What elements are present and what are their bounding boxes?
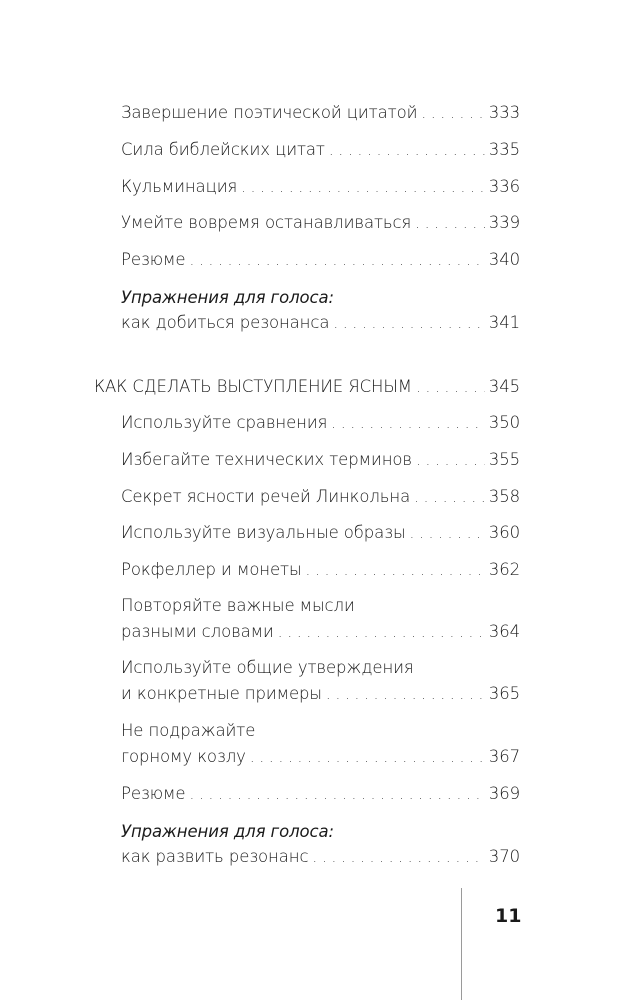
toc-entry-title: Секрет ясности речей Линкольна [121,487,411,506]
toc-entry-title: Резюме [121,784,186,803]
dot-leader [421,101,484,125]
toc-chapter-title: КАК СДЕЛАТЬ ВЫСТУПЛЕНИЕ ЯСНЫМ [94,377,412,396]
footer-divider [461,888,462,1000]
toc-entry-title-line1: Упражнения для голоса: [121,288,334,307]
dot-leader [331,411,485,435]
toc-entry [121,248,520,272]
toc-entry [121,594,520,644]
toc-entry-page: 333 [488,103,520,122]
toc-entry [121,558,520,582]
toc-entry-page: 355 [488,450,520,469]
toc-entry-title: Завершение поэтической цитатой [121,103,418,122]
toc-entry-title-line2: и конкретные примеры [121,684,322,703]
dot-leader [329,138,485,162]
toc-entry [121,448,520,472]
toc-entry-title: Кульминация [121,177,238,196]
toc-entry-title-line1: Повторяйте важные мысли [121,596,355,615]
dot-leader [306,558,485,582]
toc-entry-title: Используйте сравнения [121,413,328,432]
dot-leader [410,521,485,545]
dot-leader [414,485,485,509]
toc-entry-title: Избегайте технических терминов [121,450,412,469]
toc-entry-page: 365 [488,684,520,703]
toc-entry-title: Умейте вовремя останавливаться [121,213,412,232]
toc-entry-title: Рокфеллер и монеты [121,560,302,579]
toc-entry-page: 336 [488,177,520,196]
toc-entry-page: 369 [488,784,520,803]
toc-chapter-page: 345 [488,377,520,396]
toc-entry-title-line2: горному козлу [121,747,246,766]
dot-leader [333,311,484,335]
toc-entry-title: Сила библейских цитат [121,140,325,159]
dot-leader [189,782,484,806]
toc-entry-page: 339 [488,213,520,232]
toc-entry-page: 340 [488,250,520,269]
dot-leader [416,375,485,399]
toc-chapter [94,375,520,399]
toc-entry-title-line1: Используйте общие утверждения [121,658,414,677]
toc-entry-title-line2: как добиться резонанса [121,313,330,332]
dot-leader [312,845,484,869]
toc-entry-exercise [121,286,520,335]
toc-entry-page: 341 [488,313,520,332]
toc-entry [121,101,520,125]
toc-entry [121,782,520,806]
toc-entry-page: 370 [488,847,520,866]
page-number: 11 [495,905,522,927]
toc-entry-title-line1: Упражнения для голоса: [121,822,334,841]
dot-leader [250,745,485,769]
toc-entry [121,719,520,769]
toc-entry-title-line2: разными словами [121,622,274,641]
toc-entry-page: 362 [488,560,520,579]
toc-entry [121,485,520,509]
dot-leader [278,620,485,644]
toc-entry-page: 350 [488,413,520,432]
toc-entry-title: Используйте визуальные образы [121,523,406,542]
toc-entry [121,656,520,706]
dot-leader [416,448,485,472]
toc-entry [121,521,520,545]
toc-entry-title-line2: как развить резонанс [121,847,309,866]
dot-leader [326,682,485,706]
toc-entry [121,411,520,435]
toc-entry-page: 367 [488,747,520,766]
toc-entry-page: 364 [488,622,520,641]
toc-entry-title-line1: Не подражайте [121,721,256,740]
toc-entry [121,175,520,199]
toc-entry-page: 335 [488,140,520,159]
toc-entry-title: Резюме [121,250,186,269]
toc-entry-exercise [121,820,520,869]
dot-leader [241,175,485,199]
toc-entry-page: 360 [488,523,520,542]
toc-entry-page: 358 [488,487,520,506]
dot-leader [415,211,485,235]
toc-entry [121,138,520,162]
toc-entry [121,211,520,235]
dot-leader [189,248,484,272]
